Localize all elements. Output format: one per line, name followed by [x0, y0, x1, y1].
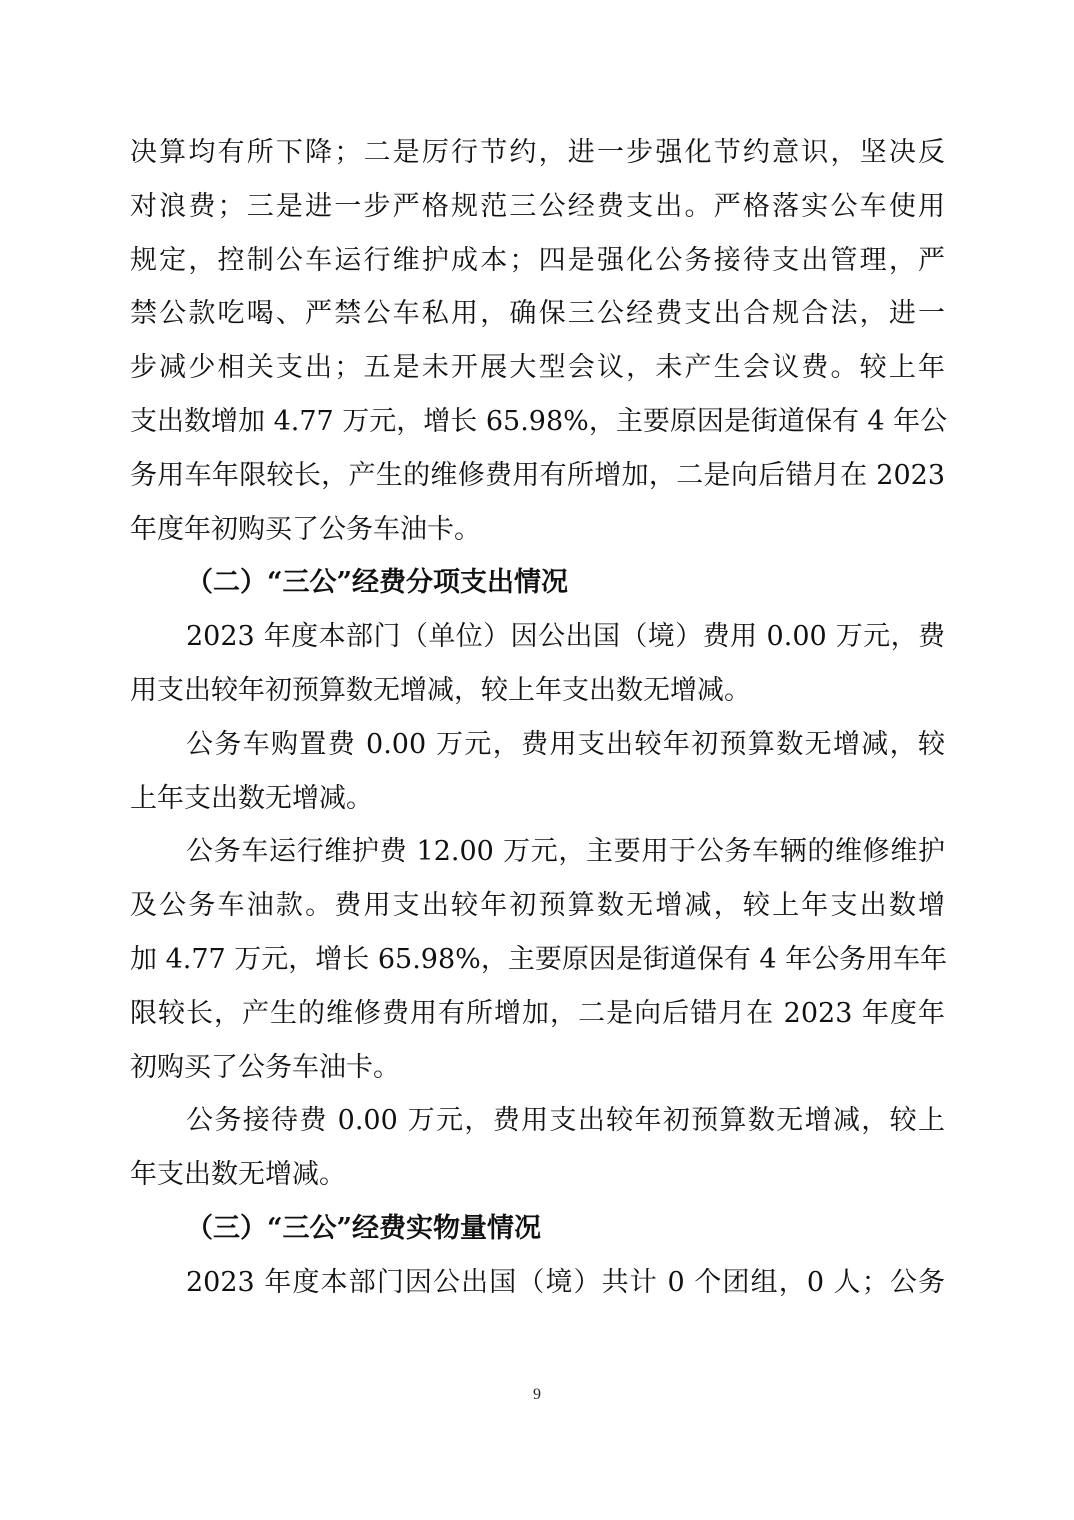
paragraph-first-line: 公务车购置费 0.00 万元，费用支出较年初预算数无增减，较	[186, 728, 945, 760]
text-line: 及公务车油款。费用支出较年初预算数无增减，较上年支出数增	[130, 890, 945, 922]
paragraph-first-line: 2023 年度本部门因公出国（境）共计 0 个团组，0 人；公务	[186, 1266, 945, 1298]
paragraph-first-line: 公务车运行维护费 12.00 万元，主要用于公务车辆的维修维护	[186, 836, 945, 868]
text-line: 决算均有所下降；二是厉行节约，进一步强化节约意识，坚决反	[130, 137, 945, 168]
section-heading: （二）“三公”经费分项支出情况	[186, 567, 569, 599]
text-line: 上年支出数无增减。	[130, 782, 373, 814]
text-line: 加 4.77 万元，增长 65.98%，主要原因是街道保有 4 年公务用车年	[130, 943, 948, 975]
text-line: 禁公款吃喝、严禁公车私用，确保三公经费支出合规合法，进一	[130, 298, 945, 330]
text-line: 规定，控制公车运行维护成本；四是强化公务接待支出管理，严	[130, 244, 945, 276]
page-number: 9	[533, 1386, 541, 1403]
section-heading: （三）“三公”经费实物量情况	[186, 1212, 542, 1244]
text-line: 年支出数无增减。	[130, 1159, 346, 1191]
text-line: 初购买了公务车油卡。	[130, 1051, 400, 1083]
text-line: 对浪费；三是进一步严格规范三公经费支出。严格落实公车使用	[130, 190, 945, 222]
text-line: 支出数增加 4.77 万元，增长 65.98%，主要原因是街道保有 4 年公	[130, 405, 948, 437]
body-text	[130, 126, 948, 1310]
text-line: 用支出较年初预算数无增减，较上年支出数无增减。	[130, 674, 751, 706]
paragraph-first-line: 2023 年度本部门（单位）因公出国（境）费用 0.00 万元，费	[186, 621, 945, 653]
paragraph-first-line: 公务接待费 0.00 万元，费用支出较年初预算数无增减，较上	[186, 1105, 945, 1137]
text-line: 务用车年限较长，产生的维修费用有所增加，二是向后错月在 2023	[130, 459, 945, 491]
text-line: 限较长，产生的维修费用有所增加，二是向后错月在 2023 年度年	[130, 997, 945, 1029]
text-line: 步减少相关支出；五是未开展大型会议，未产生会议费。较上年	[130, 352, 945, 384]
text-line: 年度年初购买了公务车油卡。	[130, 513, 481, 545]
